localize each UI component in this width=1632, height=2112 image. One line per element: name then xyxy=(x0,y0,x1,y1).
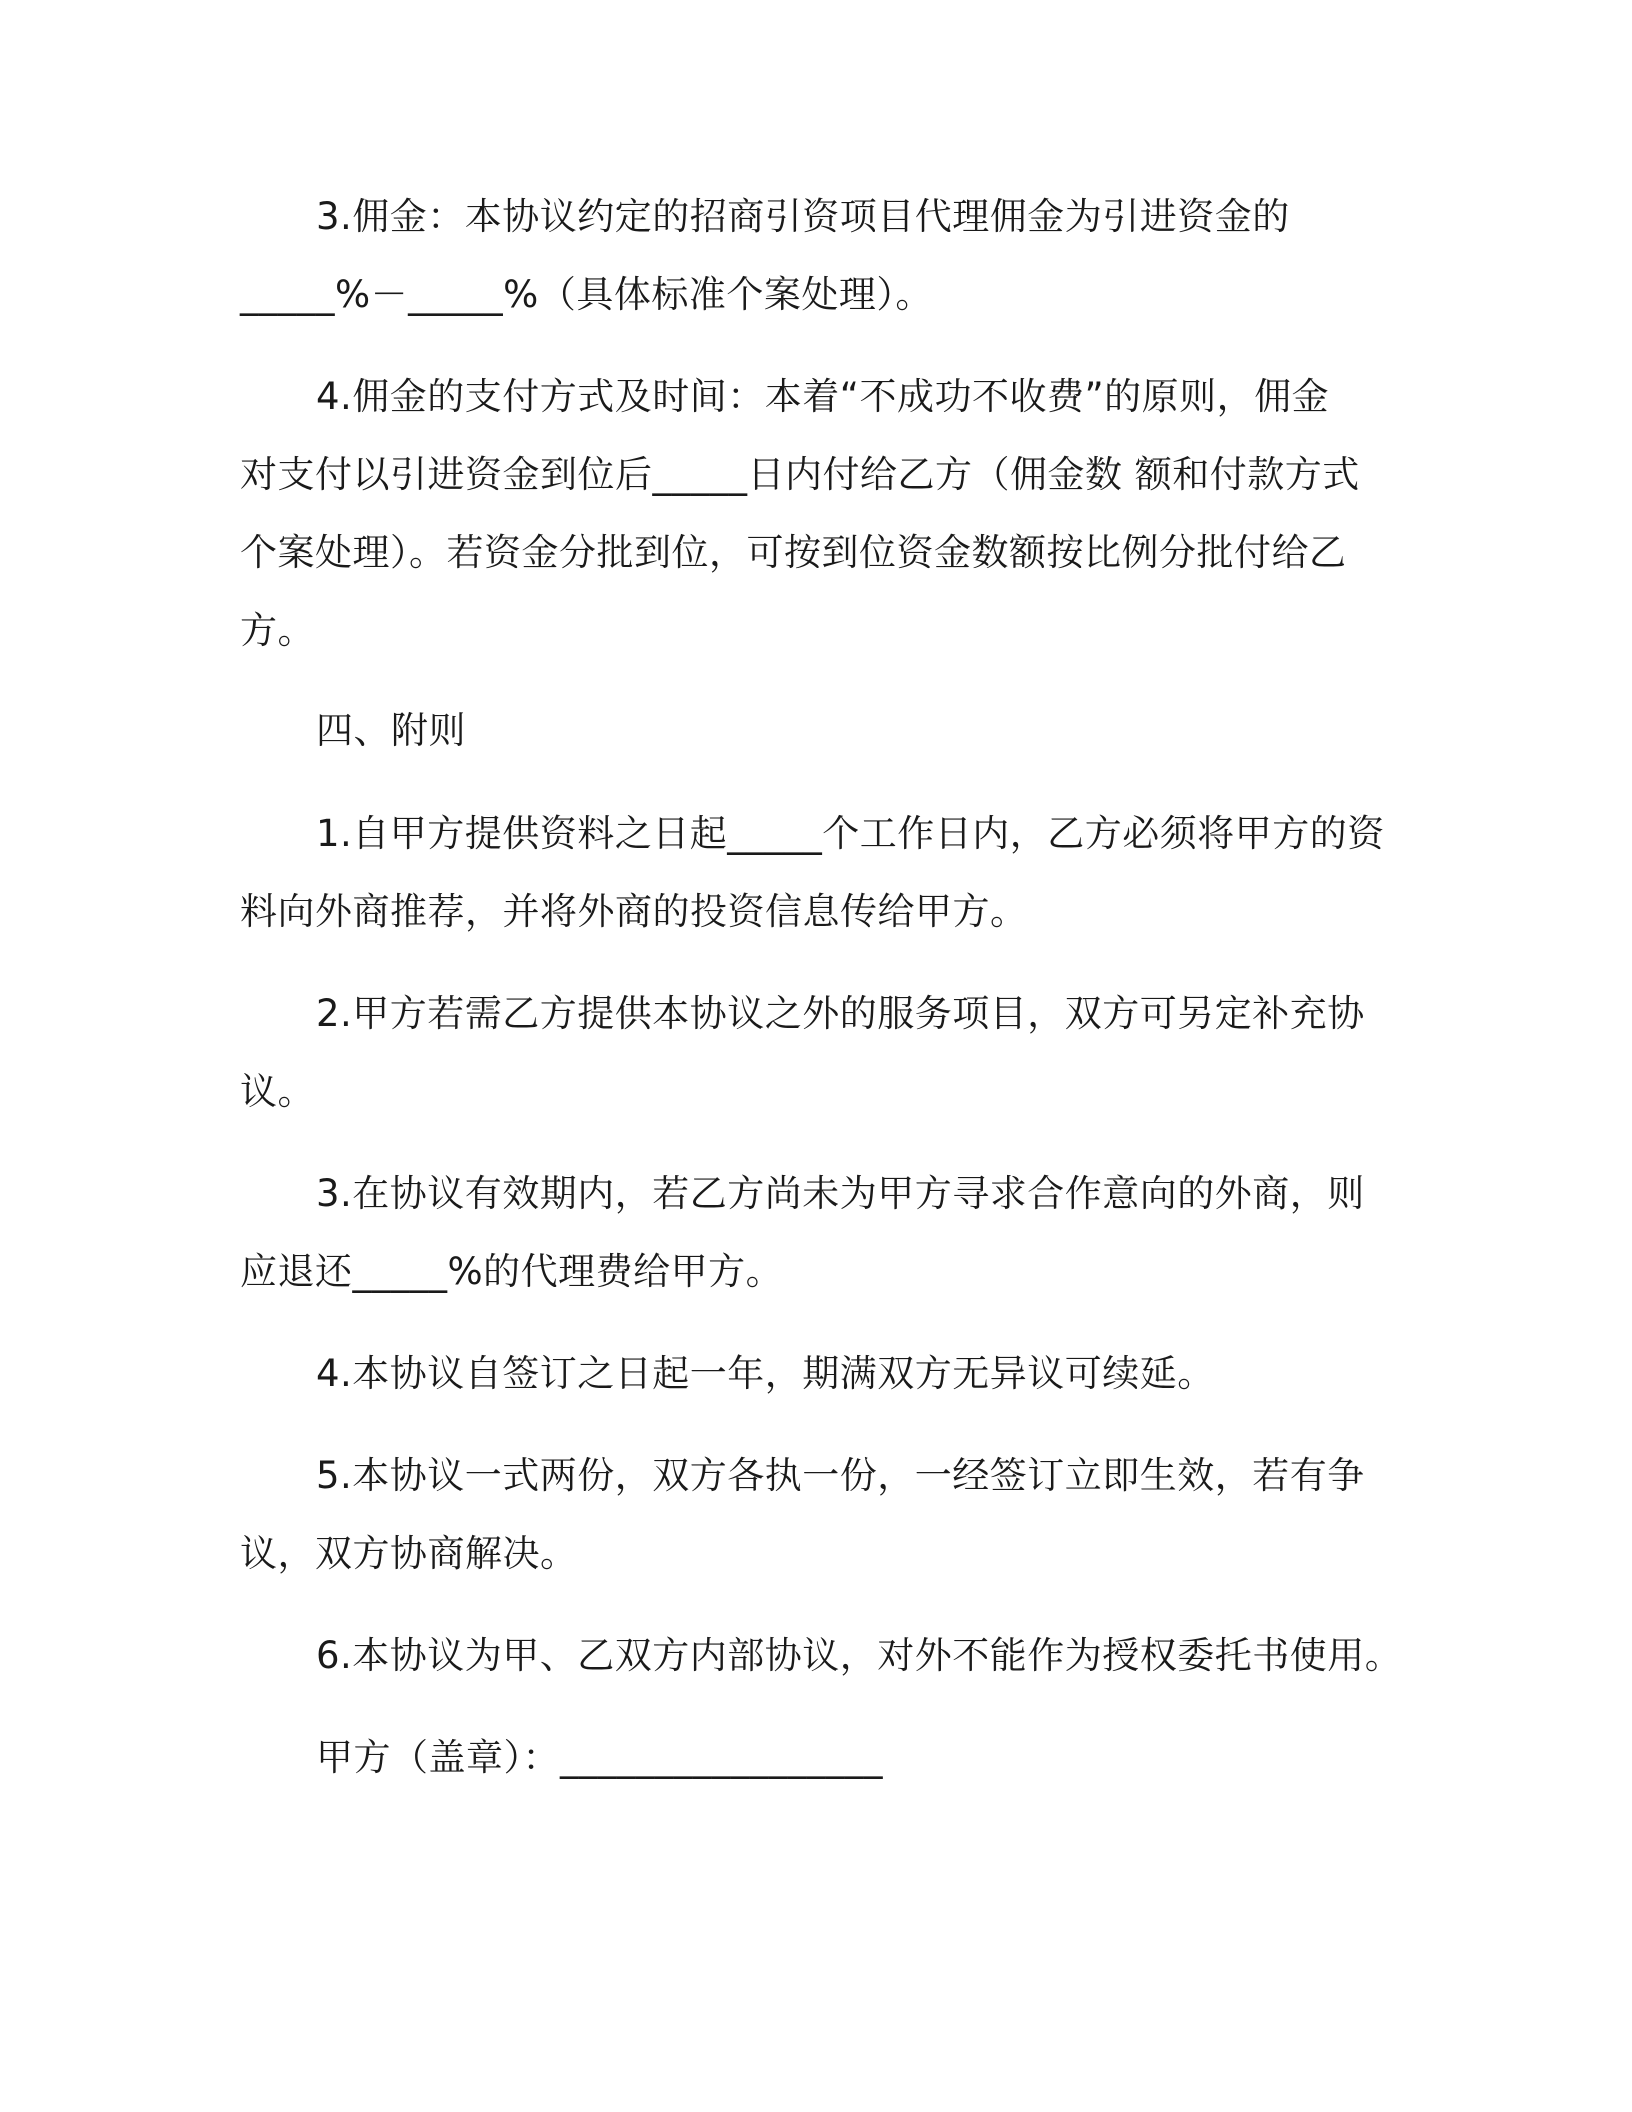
paragraph-line: 5.本协议一式两份，双方各执一份，一经签订立即生效，若有争 xyxy=(316,1454,1365,1497)
paragraph-line: 3.佣金：本协议约定的招商引资项目代理佣金为引进资金的 xyxy=(316,195,1290,238)
paragraph-payment xyxy=(240,358,1390,670)
paragraph-clause-6 xyxy=(240,1617,1403,1695)
signature-label: 甲方（盖章）：_________________ xyxy=(316,1736,883,1779)
paragraph-line: 2.甲方若需乙方提供本协议之外的服务项目，双方可另定补充协 xyxy=(316,992,1365,1035)
paragraph-line: 个案处理）。若资金分批到位，可按到位资金数额按比例分批付给乙 xyxy=(240,531,1347,574)
paragraph-line: 议。 xyxy=(240,1070,315,1113)
section-heading xyxy=(240,692,1390,770)
paragraph-line: 应退还_____%的代理费给甲方。 xyxy=(240,1250,784,1293)
paragraph-line: 6.本协议为甲、乙双方内部协议，对外不能作为授权委托书使用。 xyxy=(316,1634,1403,1677)
paragraph-line: 4.佣金的支付方式及时间：本着“不成功不收费”的原则，佣金 xyxy=(316,375,1330,418)
paragraph-line: _____%－_____%（具体标准个案处理）。 xyxy=(240,273,933,316)
paragraph-clause-5 xyxy=(240,1437,1390,1593)
paragraph-commission xyxy=(240,178,1390,334)
paragraph-clause-3 xyxy=(240,1155,1390,1311)
paragraph-clause-1 xyxy=(240,795,1390,951)
paragraph-line: 3.在协议有效期内，若乙方尚未为甲方寻求合作意向的外商，则 xyxy=(316,1172,1365,1215)
paragraph-line: 对支付以引进资金到位后_____日内付给乙方（佣金数 额和付款方式 xyxy=(240,453,1360,496)
paragraph-line: 方。 xyxy=(240,609,315,652)
paragraph-line: 议，双方协商解决。 xyxy=(240,1532,578,1575)
paragraph-clause-2 xyxy=(240,975,1390,1131)
signature-line xyxy=(240,1719,1390,1797)
paragraph-clause-4 xyxy=(240,1335,1390,1413)
paragraph-line: 料向外商推荐，并将外商的投资信息传给甲方。 xyxy=(240,890,1028,933)
paragraph-line: 1.自甲方提供资料之日起_____个工作日内，乙方必须将甲方的资 xyxy=(316,812,1385,855)
paragraph-line: 4.本协议自签订之日起一年，期满双方无异议可续延。 xyxy=(316,1352,1215,1395)
heading-line: 四、附则 xyxy=(316,709,466,752)
